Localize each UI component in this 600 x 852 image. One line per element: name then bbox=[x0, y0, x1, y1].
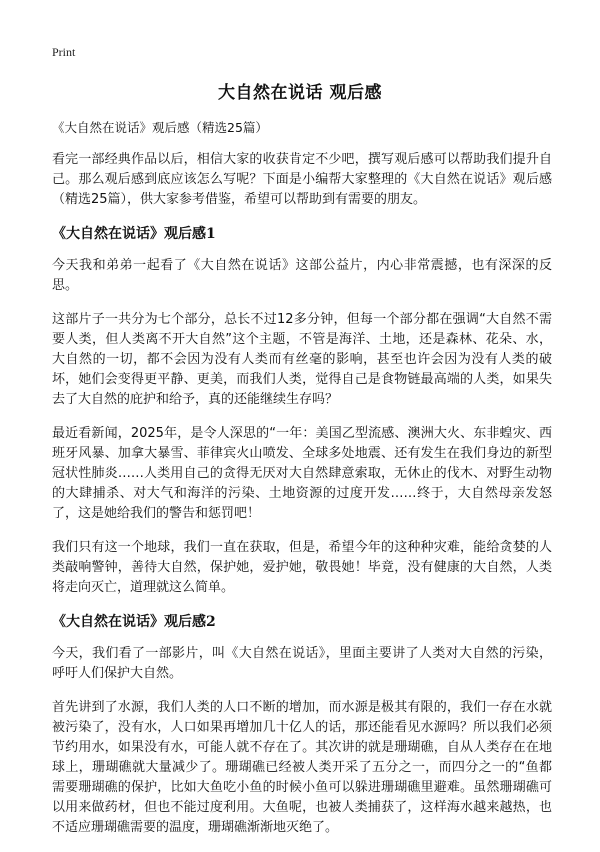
section-1-paragraph: 最近看新闻，2025年，是令人深思的“一年：美国乙型流感、澳洲大火、东非蝗灾、西班牙风暴、加拿大暴雪、菲律宾火山喷发、全球多处地震、还有发生在我们身边的新型冠状性肺炎……人类用自己的贪得无厌对大自然肆意索取，无休止的伐木、对野生动物的大肆捕杀、对大气和海洋的污染、土地资源的过度开发……终于，大自然母亲发怒了，这是她给我们的警告和惩罚吧！ bbox=[52, 426, 552, 521]
section-heading-1: 《大自然在说话》观后感1 bbox=[52, 226, 216, 242]
print-link[interactable]: Print bbox=[52, 45, 76, 59]
section-1-paragraph: 今天我和弟弟一起看了《大自然在说话》这部公益片，内心非常震撼，也有深深的反思。 bbox=[52, 258, 552, 293]
section-1-paragraph: 这部片子一共分为七个部分，总长不过12多分钟，但每一个部分都在强调“大自然不需要人类，但人类离不开大自然”这个主题，不管是海洋、土地，还是森林、花朵、水，大自然的一切，都不会因为没有人类而有丝毫的影响，甚至也许会因为没有人类的破坏，她们会变得更平静、更美，而我们人类，觉得自己是食物链最高端的人类，如果失去了大自然的庇护和给予，真的还能继续生存吗？ bbox=[52, 312, 552, 407]
section-2-paragraph: 今天，我们看了一部影片，叫《大自然在说话》，里面主要讲了人类对大自然的污染，呼吁人们保护大自然。 bbox=[52, 646, 552, 681]
page-title: 大自然在说话 观后感 bbox=[218, 83, 382, 103]
article-subtitle: 《大自然在说话》观后感（精选25篇） bbox=[52, 120, 268, 135]
intro-paragraph: 看完一部经典作品以后，相信大家的收获肯定不少吧，撰写观后感可以帮助我们提升自己。那么观后感到底应该怎么写呢？下面是小编帮大家整理的《大自然在说话》观后感（精选25篇），供大家参考借鉴，希望可以帮助到有需要的朋友。 bbox=[52, 152, 552, 207]
section-1-paragraph: 我们只有这一个地球，我们一直在获取，但是，希望今年的这种种灾难，能给贪婪的人类敲响警钟，善待大自然，保护她，爱护她，敬畏她！毕竟，没有健康的大自然，人类将走向灭亡，道理就这么简单。 bbox=[52, 540, 552, 595]
section-heading-2: 《大自然在说话》观后感2 bbox=[52, 614, 216, 630]
article-body bbox=[52, 118, 552, 852]
section-2-paragraph: 首先讲到了水源，我们人类的人口不断的增加，而水源是极其有限的，我们一存在水就被污染了，没有水，人口如果再增加几十亿人的话，那还能看见水源吗？所以我们必须节约用水，如果没有水，可能人就不存在了。其次讲的就是珊瑚礁，自从人类存在在地球上，珊瑚礁就大量减少了。珊瑚礁已经被人类开采了五分之一，而四分之一的“鱼都需要珊瑚礁的保护，比如大鱼吃小鱼的时候小鱼可以躲进珊瑚礁里避难。虽然珊瑚礁可以用来做药材，但也不能过度利用。大鱼呢，也被人类捕获了，这样海水越来越热，也不适应珊瑚礁需要的温度，珊瑚礁渐渐地灭绝了。 bbox=[52, 700, 552, 835]
